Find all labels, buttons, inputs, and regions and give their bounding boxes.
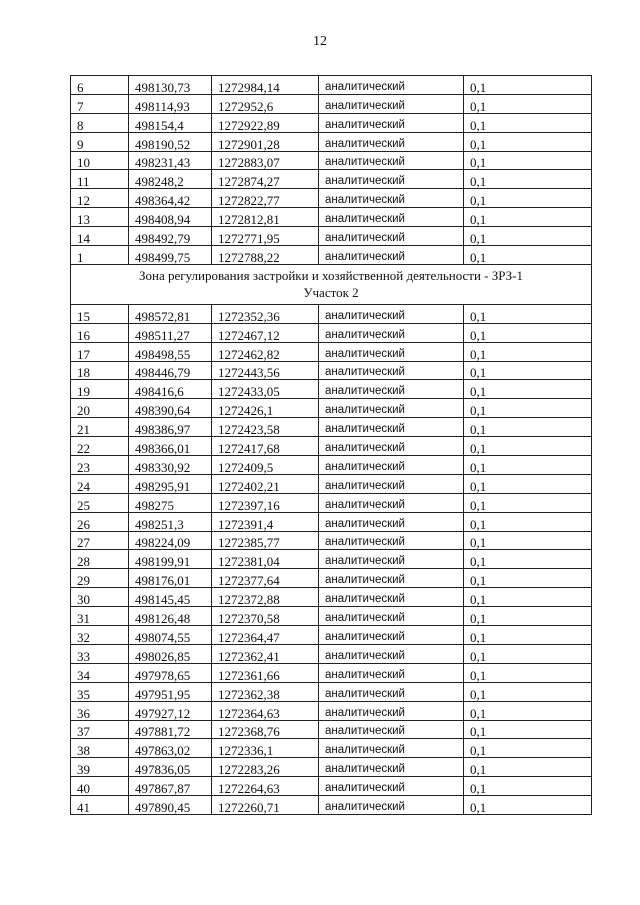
y-coordinate-cell: 1272433,05 (212, 380, 319, 399)
table-row (71, 246, 592, 265)
x-coordinate-cell: 498114,93 (129, 94, 212, 113)
x-coordinate-cell: 498295,91 (129, 474, 212, 493)
table-row (71, 758, 592, 777)
method-cell: аналитический (319, 151, 464, 170)
y-coordinate-cell: 1272364,47 (212, 626, 319, 645)
table-row (71, 569, 592, 588)
y-coordinate-cell: 1272812,81 (212, 208, 319, 227)
zone-header-cell (71, 264, 592, 304)
accuracy-cell: 0,1 (464, 682, 592, 701)
method-cell: аналитический (319, 246, 464, 265)
point-number-cell: 31 (71, 607, 129, 626)
accuracy-cell: 0,1 (464, 342, 592, 361)
method-cell: аналитический (319, 437, 464, 456)
point-number-cell: 19 (71, 380, 129, 399)
method-cell: аналитический (319, 342, 464, 361)
page-number: 12 (313, 34, 327, 49)
x-coordinate-cell: 497927,12 (129, 701, 212, 720)
method-cell: аналитический (319, 323, 464, 342)
table-row (71, 399, 592, 418)
accuracy-cell: 0,1 (464, 151, 592, 170)
method-cell: аналитический (319, 94, 464, 113)
point-number-cell: 21 (71, 418, 129, 437)
accuracy-cell: 0,1 (464, 531, 592, 550)
accuracy-cell: 0,1 (464, 550, 592, 569)
x-coordinate-cell: 497881,72 (129, 720, 212, 739)
y-coordinate-cell: 1272352,36 (212, 304, 319, 323)
y-coordinate-cell: 1272362,41 (212, 644, 319, 663)
accuracy-cell: 0,1 (464, 777, 592, 796)
table-row (71, 380, 592, 399)
y-coordinate-cell: 1272370,58 (212, 607, 319, 626)
point-number-cell: 18 (71, 361, 129, 380)
accuracy-cell: 0,1 (464, 758, 592, 777)
point-number-cell: 27 (71, 531, 129, 550)
zone-header-row (71, 264, 592, 304)
y-coordinate-cell: 1272364,63 (212, 701, 319, 720)
point-number-cell: 15 (71, 304, 129, 323)
accuracy-cell: 0,1 (464, 132, 592, 151)
point-number-cell: 32 (71, 626, 129, 645)
y-coordinate-cell: 1272467,12 (212, 323, 319, 342)
y-coordinate-cell: 1272362,38 (212, 682, 319, 701)
method-cell: аналитический (319, 170, 464, 189)
x-coordinate-cell: 497951,95 (129, 682, 212, 701)
y-coordinate-cell: 1272822,77 (212, 189, 319, 208)
y-coordinate-cell: 1272874,27 (212, 170, 319, 189)
x-coordinate-cell: 497863,02 (129, 739, 212, 758)
y-coordinate-cell: 1272283,26 (212, 758, 319, 777)
point-number-cell: 9 (71, 132, 129, 151)
y-coordinate-cell: 1272423,58 (212, 418, 319, 437)
point-number-cell: 37 (71, 720, 129, 739)
x-coordinate-cell: 498572,81 (129, 304, 212, 323)
table-row (71, 663, 592, 682)
x-coordinate-cell: 498366,01 (129, 437, 212, 456)
point-number-cell: 30 (71, 588, 129, 607)
coordinates-table (70, 75, 592, 815)
accuracy-cell: 0,1 (464, 304, 592, 323)
method-cell: аналитический (319, 607, 464, 626)
x-coordinate-cell: 497890,45 (129, 796, 212, 815)
x-coordinate-cell: 498446,79 (129, 361, 212, 380)
table-row (71, 531, 592, 550)
point-number-cell: 14 (71, 227, 129, 246)
y-coordinate-cell: 1272462,82 (212, 342, 319, 361)
point-number-cell: 16 (71, 323, 129, 342)
table-row (71, 626, 592, 645)
method-cell: аналитический (319, 456, 464, 475)
x-coordinate-cell: 498145,45 (129, 588, 212, 607)
accuracy-cell: 0,1 (464, 644, 592, 663)
table-row (71, 720, 592, 739)
y-coordinate-cell: 1272788,22 (212, 246, 319, 265)
zone-header-section (71, 264, 592, 304)
y-coordinate-cell: 1272377,64 (212, 569, 319, 588)
method-cell: аналитический (319, 399, 464, 418)
table-row (71, 607, 592, 626)
coordinates-part-1 (71, 76, 592, 265)
point-number-cell: 6 (71, 76, 129, 95)
y-coordinate-cell: 1272417,68 (212, 437, 319, 456)
table-row (71, 151, 592, 170)
accuracy-cell: 0,1 (464, 418, 592, 437)
x-coordinate-cell: 498386,97 (129, 418, 212, 437)
method-cell: аналитический (319, 663, 464, 682)
table-row (71, 474, 592, 493)
table-row (71, 437, 592, 456)
x-coordinate-cell: 498199,91 (129, 550, 212, 569)
x-coordinate-cell: 498390,64 (129, 399, 212, 418)
table-row (71, 323, 592, 342)
y-coordinate-cell: 1272409,5 (212, 456, 319, 475)
y-coordinate-cell: 1272426,1 (212, 399, 319, 418)
accuracy-cell: 0,1 (464, 380, 592, 399)
x-coordinate-cell: 497978,65 (129, 663, 212, 682)
point-number-cell: 41 (71, 796, 129, 815)
accuracy-cell: 0,1 (464, 399, 592, 418)
accuracy-cell: 0,1 (464, 76, 592, 95)
method-cell: аналитический (319, 132, 464, 151)
accuracy-cell: 0,1 (464, 170, 592, 189)
table-row (71, 189, 592, 208)
point-number-cell: 22 (71, 437, 129, 456)
method-cell: аналитический (319, 512, 464, 531)
method-cell: аналитический (319, 76, 464, 95)
zone-title: Зона регулирования застройки и хозяйственной деятельности - ЗРЗ-1 (138, 267, 524, 283)
x-coordinate-cell: 498251,3 (129, 512, 212, 531)
x-coordinate-cell: 498154,4 (129, 113, 212, 132)
point-number-cell: 38 (71, 739, 129, 758)
table-row (71, 418, 592, 437)
table-row (71, 132, 592, 151)
method-cell: аналитический (319, 474, 464, 493)
accuracy-cell: 0,1 (464, 323, 592, 342)
point-number-cell: 8 (71, 113, 129, 132)
x-coordinate-cell: 498492,79 (129, 227, 212, 246)
y-coordinate-cell: 1272883,07 (212, 151, 319, 170)
table-row (71, 682, 592, 701)
point-number-cell: 24 (71, 474, 129, 493)
accuracy-cell: 0,1 (464, 701, 592, 720)
accuracy-cell: 0,1 (464, 456, 592, 475)
table-row (71, 796, 592, 815)
method-cell: аналитический (319, 796, 464, 815)
accuracy-cell: 0,1 (464, 113, 592, 132)
x-coordinate-cell: 498190,52 (129, 132, 212, 151)
method-cell: аналитический (319, 550, 464, 569)
y-coordinate-cell: 1272397,16 (212, 493, 319, 512)
table-row (71, 113, 592, 132)
x-coordinate-cell: 497836,05 (129, 758, 212, 777)
method-cell: аналитический (319, 304, 464, 323)
accuracy-cell: 0,1 (464, 246, 592, 265)
accuracy-cell: 0,1 (464, 588, 592, 607)
point-number-cell: 11 (71, 170, 129, 189)
x-coordinate-cell: 498224,09 (129, 531, 212, 550)
accuracy-cell: 0,1 (464, 189, 592, 208)
method-cell: аналитический (319, 777, 464, 796)
method-cell: аналитический (319, 493, 464, 512)
point-number-cell: 29 (71, 569, 129, 588)
table-row (71, 739, 592, 758)
method-cell: аналитический (319, 361, 464, 380)
method-cell: аналитический (319, 227, 464, 246)
x-coordinate-cell: 498176,01 (129, 569, 212, 588)
y-coordinate-cell: 1272771,95 (212, 227, 319, 246)
y-coordinate-cell: 1272922,89 (212, 113, 319, 132)
method-cell: аналитический (319, 113, 464, 132)
table-row (71, 777, 592, 796)
y-coordinate-cell: 1272372,88 (212, 588, 319, 607)
point-number-cell: 7 (71, 94, 129, 113)
accuracy-cell: 0,1 (464, 796, 592, 815)
method-cell: аналитический (319, 626, 464, 645)
table-row (71, 170, 592, 189)
y-coordinate-cell: 1272264,63 (212, 777, 319, 796)
table-row (71, 227, 592, 246)
accuracy-cell: 0,1 (464, 512, 592, 531)
y-coordinate-cell: 1272381,04 (212, 550, 319, 569)
y-coordinate-cell: 1272402,21 (212, 474, 319, 493)
method-cell: аналитический (319, 701, 464, 720)
accuracy-cell: 0,1 (464, 94, 592, 113)
accuracy-cell: 0,1 (464, 663, 592, 682)
table-row (71, 304, 592, 323)
table-row (71, 94, 592, 113)
y-coordinate-cell: 1272984,14 (212, 76, 319, 95)
point-number-cell: 36 (71, 701, 129, 720)
y-coordinate-cell: 1272901,28 (212, 132, 319, 151)
method-cell: аналитический (319, 682, 464, 701)
method-cell: аналитический (319, 720, 464, 739)
x-coordinate-cell: 498499,75 (129, 246, 212, 265)
accuracy-cell: 0,1 (464, 569, 592, 588)
y-coordinate-cell: 1272952,6 (212, 94, 319, 113)
x-coordinate-cell: 498416,6 (129, 380, 212, 399)
y-coordinate-cell: 1272385,77 (212, 531, 319, 550)
table-row (71, 76, 592, 95)
point-number-cell: 26 (71, 512, 129, 531)
table-row (71, 493, 592, 512)
x-coordinate-cell: 498511,27 (129, 323, 212, 342)
table-row (71, 361, 592, 380)
point-number-cell: 28 (71, 550, 129, 569)
method-cell: аналитический (319, 380, 464, 399)
y-coordinate-cell: 1272361,66 (212, 663, 319, 682)
table-row (71, 512, 592, 531)
point-number-cell: 23 (71, 456, 129, 475)
table-row (71, 701, 592, 720)
method-cell: аналитический (319, 208, 464, 227)
point-number-cell: 20 (71, 399, 129, 418)
point-number-cell: 39 (71, 758, 129, 777)
y-coordinate-cell: 1272368,76 (212, 720, 319, 739)
point-number-cell: 34 (71, 663, 129, 682)
x-coordinate-cell: 498074,55 (129, 626, 212, 645)
accuracy-cell: 0,1 (464, 739, 592, 758)
point-number-cell: 17 (71, 342, 129, 361)
point-number-cell: 33 (71, 644, 129, 663)
accuracy-cell: 0,1 (464, 474, 592, 493)
point-number-cell: 10 (71, 151, 129, 170)
x-coordinate-cell: 497867,87 (129, 777, 212, 796)
accuracy-cell: 0,1 (464, 493, 592, 512)
point-number-cell: 12 (71, 189, 129, 208)
zone-section-title: Участок 2 (303, 284, 359, 300)
y-coordinate-cell: 1272443,56 (212, 361, 319, 380)
x-coordinate-cell: 498364,42 (129, 189, 212, 208)
x-coordinate-cell: 498026,85 (129, 644, 212, 663)
y-coordinate-cell: 1272336,1 (212, 739, 319, 758)
table-row (71, 644, 592, 663)
method-cell: аналитический (319, 189, 464, 208)
table-row (71, 342, 592, 361)
accuracy-cell: 0,1 (464, 437, 592, 456)
table-row (71, 456, 592, 475)
point-number-cell: 35 (71, 682, 129, 701)
x-coordinate-cell: 498130,73 (129, 76, 212, 95)
x-coordinate-cell: 498231,43 (129, 151, 212, 170)
point-number-cell: 40 (71, 777, 129, 796)
x-coordinate-cell: 498275 (129, 493, 212, 512)
accuracy-cell: 0,1 (464, 208, 592, 227)
point-number-cell: 25 (71, 493, 129, 512)
x-coordinate-cell: 498126,48 (129, 607, 212, 626)
coordinates-part-2 (71, 304, 592, 814)
method-cell: аналитический (319, 588, 464, 607)
accuracy-cell: 0,1 (464, 227, 592, 246)
table-row (71, 588, 592, 607)
accuracy-cell: 0,1 (464, 720, 592, 739)
y-coordinate-cell: 1272260,71 (212, 796, 319, 815)
method-cell: аналитический (319, 569, 464, 588)
y-coordinate-cell: 1272391,4 (212, 512, 319, 531)
x-coordinate-cell: 498330,92 (129, 456, 212, 475)
accuracy-cell: 0,1 (464, 607, 592, 626)
method-cell: аналитический (319, 418, 464, 437)
table-row (71, 550, 592, 569)
point-number-cell: 1 (71, 246, 129, 265)
method-cell: аналитический (319, 644, 464, 663)
table-row (71, 208, 592, 227)
accuracy-cell: 0,1 (464, 361, 592, 380)
method-cell: аналитический (319, 739, 464, 758)
x-coordinate-cell: 498408,94 (129, 208, 212, 227)
x-coordinate-cell: 498248,2 (129, 170, 212, 189)
accuracy-cell: 0,1 (464, 626, 592, 645)
point-number-cell: 13 (71, 208, 129, 227)
method-cell: аналитический (319, 531, 464, 550)
x-coordinate-cell: 498498,55 (129, 342, 212, 361)
method-cell: аналитический (319, 758, 464, 777)
